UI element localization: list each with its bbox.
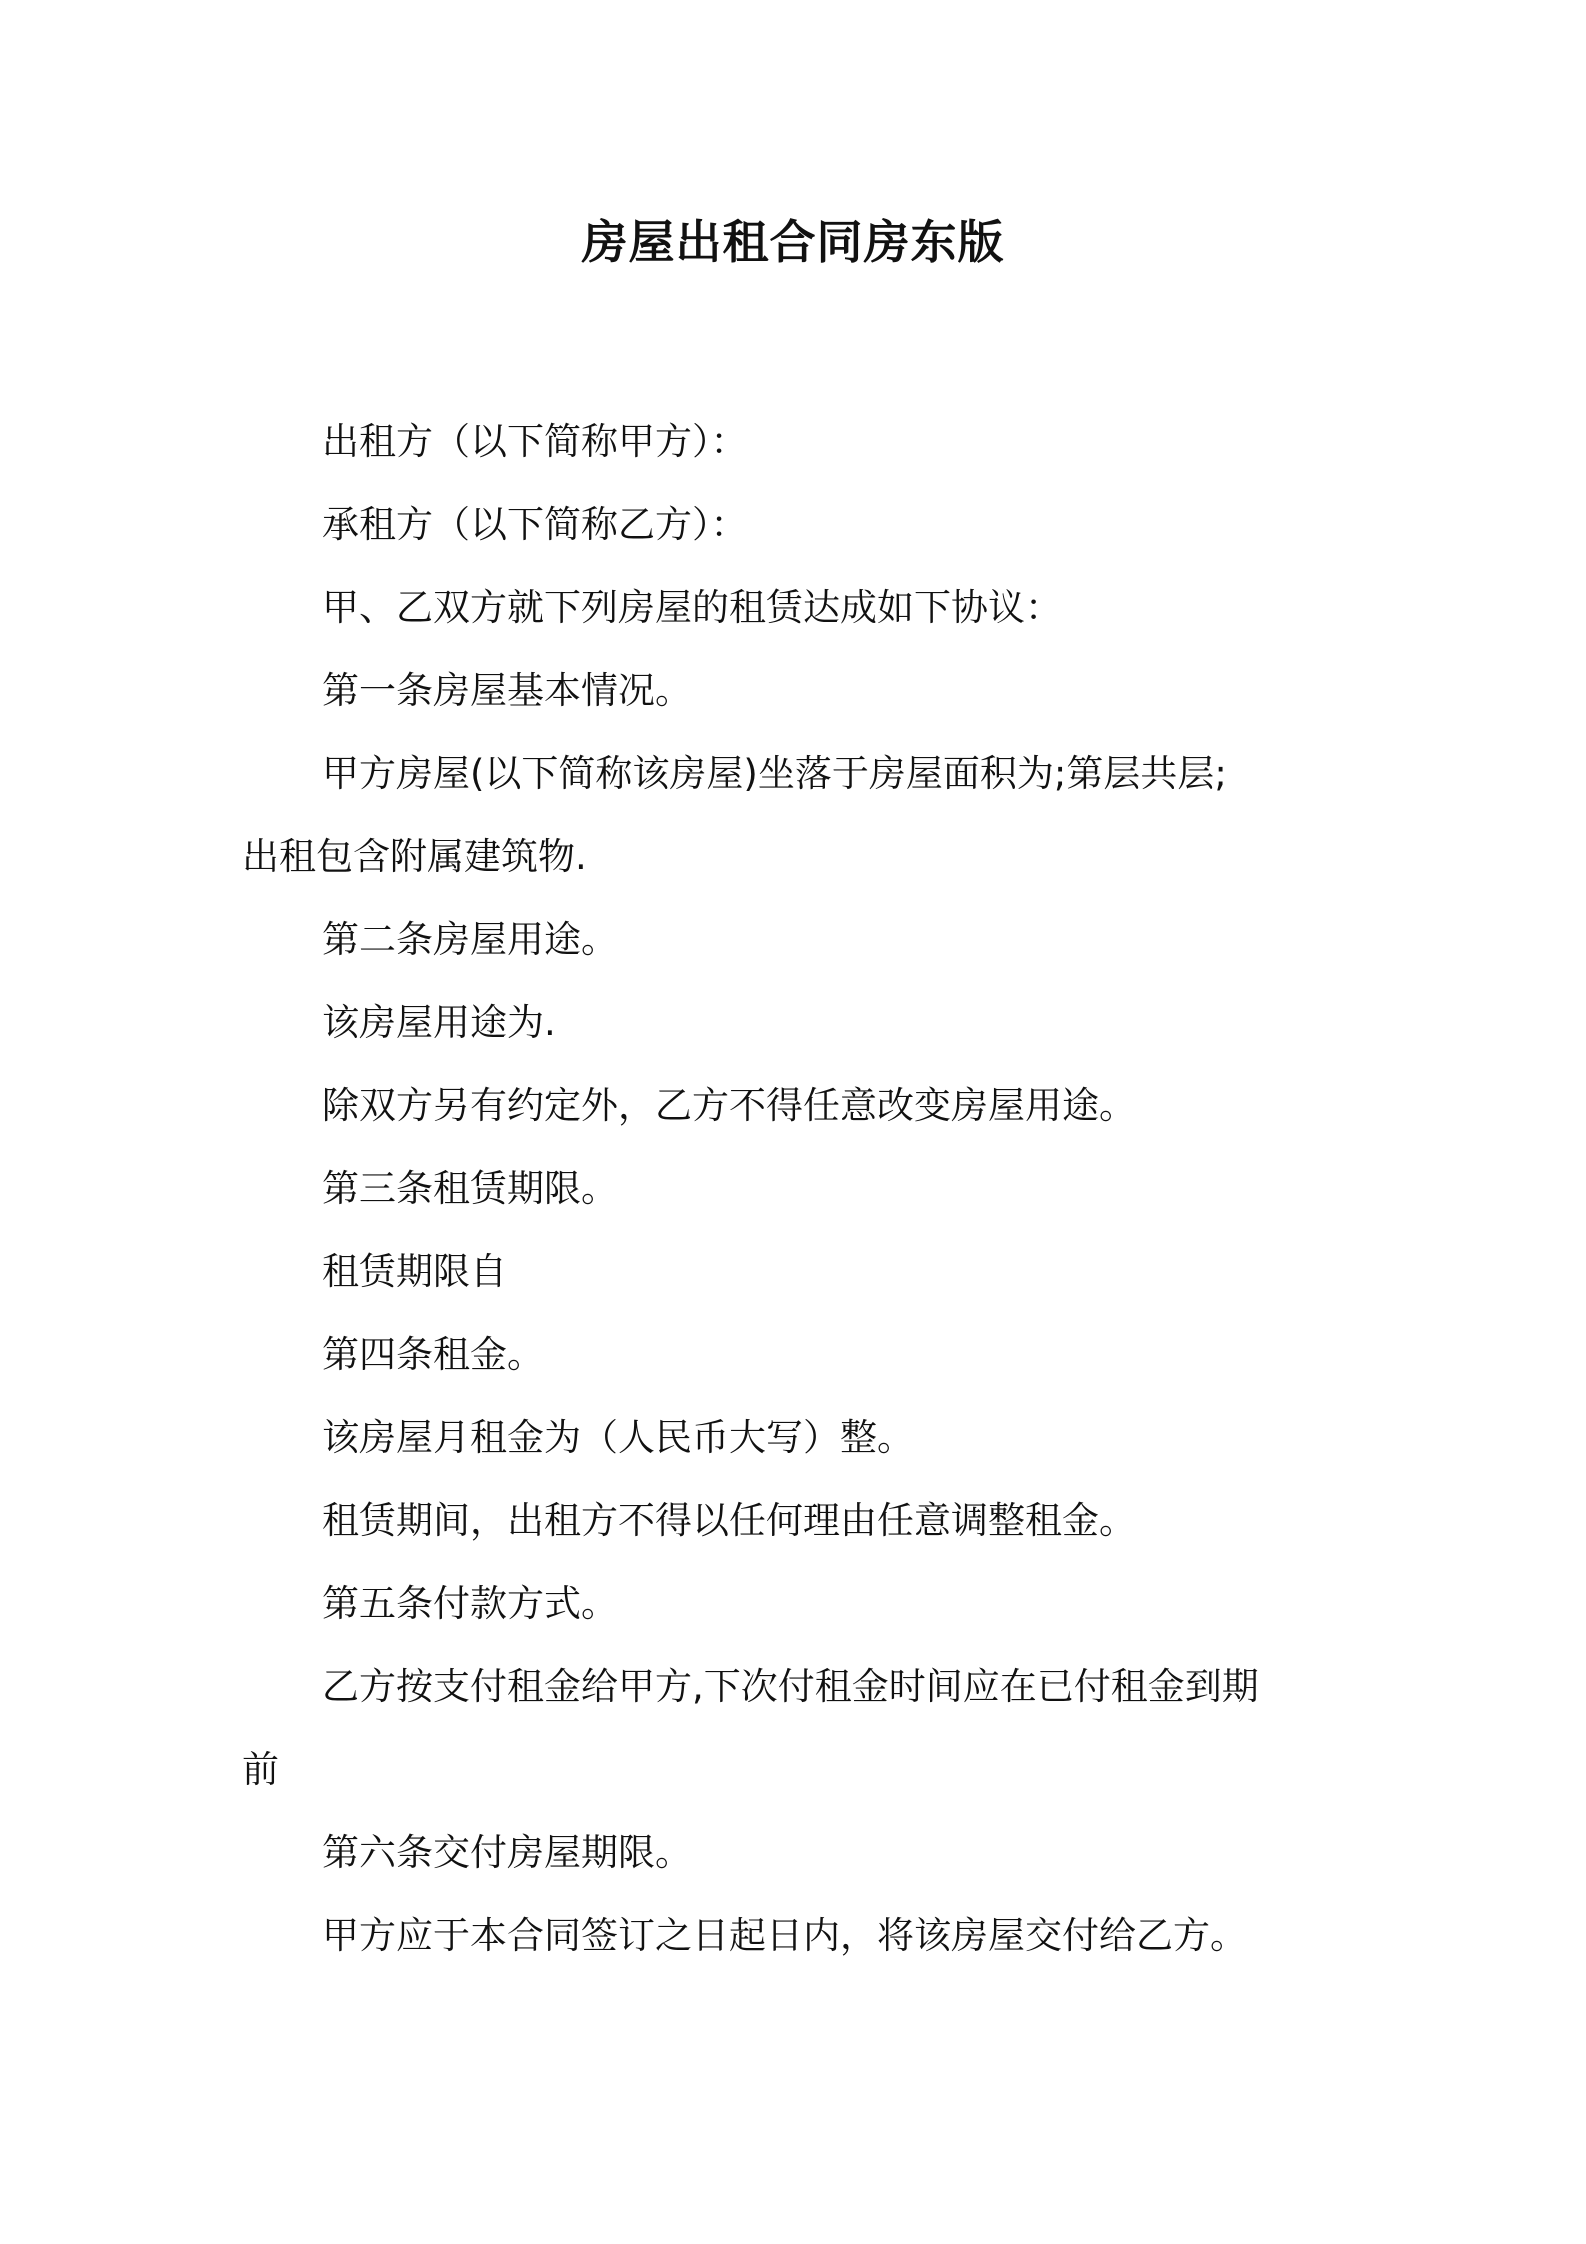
paragraph-property-location-cont: 出租包含附属建筑物.: [242, 835, 587, 878]
article-1-heading: 第一条房屋基本情况。: [322, 669, 692, 712]
article-4-heading: 第四条租金。: [322, 1333, 544, 1376]
paragraph-lease-term: 租赁期限自: [322, 1250, 507, 1293]
paragraph-agreement-intro: 甲、乙双方就下列房屋的租赁达成如下协议：: [322, 586, 1062, 629]
paragraph-delivery: 甲方应于本合同签订之日起日内，将该房屋交付给乙方。: [322, 1914, 1247, 1957]
paragraph-lessee: 承租方（以下简称乙方）：: [322, 503, 748, 546]
article-2-heading: 第二条房屋用途。: [322, 918, 618, 961]
document-body: [242, 400, 1362, 1977]
article-3-heading: 第三条租赁期限。: [322, 1167, 618, 1210]
paragraph-use-restriction: 除双方另有约定外，乙方不得任意改变房屋用途。: [322, 1084, 1136, 1127]
document-title: 房屋出租合同房东版: [581, 215, 1005, 269]
paragraph-property-location: 甲方房屋(以下简称该房屋)坐落于房屋面积为;第层共层;: [322, 752, 1227, 795]
article-6-heading: 第六条交付房屋期限。: [322, 1831, 692, 1874]
paragraph-lessor: 出租方（以下简称甲方）：: [322, 420, 748, 463]
article-5-heading: 第五条付款方式。: [322, 1582, 618, 1625]
paragraph-rent-adjustment: 租赁期间，出租方不得以任何理由任意调整租金。: [322, 1499, 1136, 1542]
paragraph-monthly-rent: 该房屋月租金为（人民币大写）整。: [322, 1416, 914, 1459]
paragraph-property-use: 该房屋用途为.: [322, 1001, 556, 1044]
paragraph-payment-cont: 前: [242, 1748, 279, 1791]
paragraph-payment: 乙方按支付租金给甲方,下次付租金时间应在已付租金到期: [322, 1665, 1259, 1708]
